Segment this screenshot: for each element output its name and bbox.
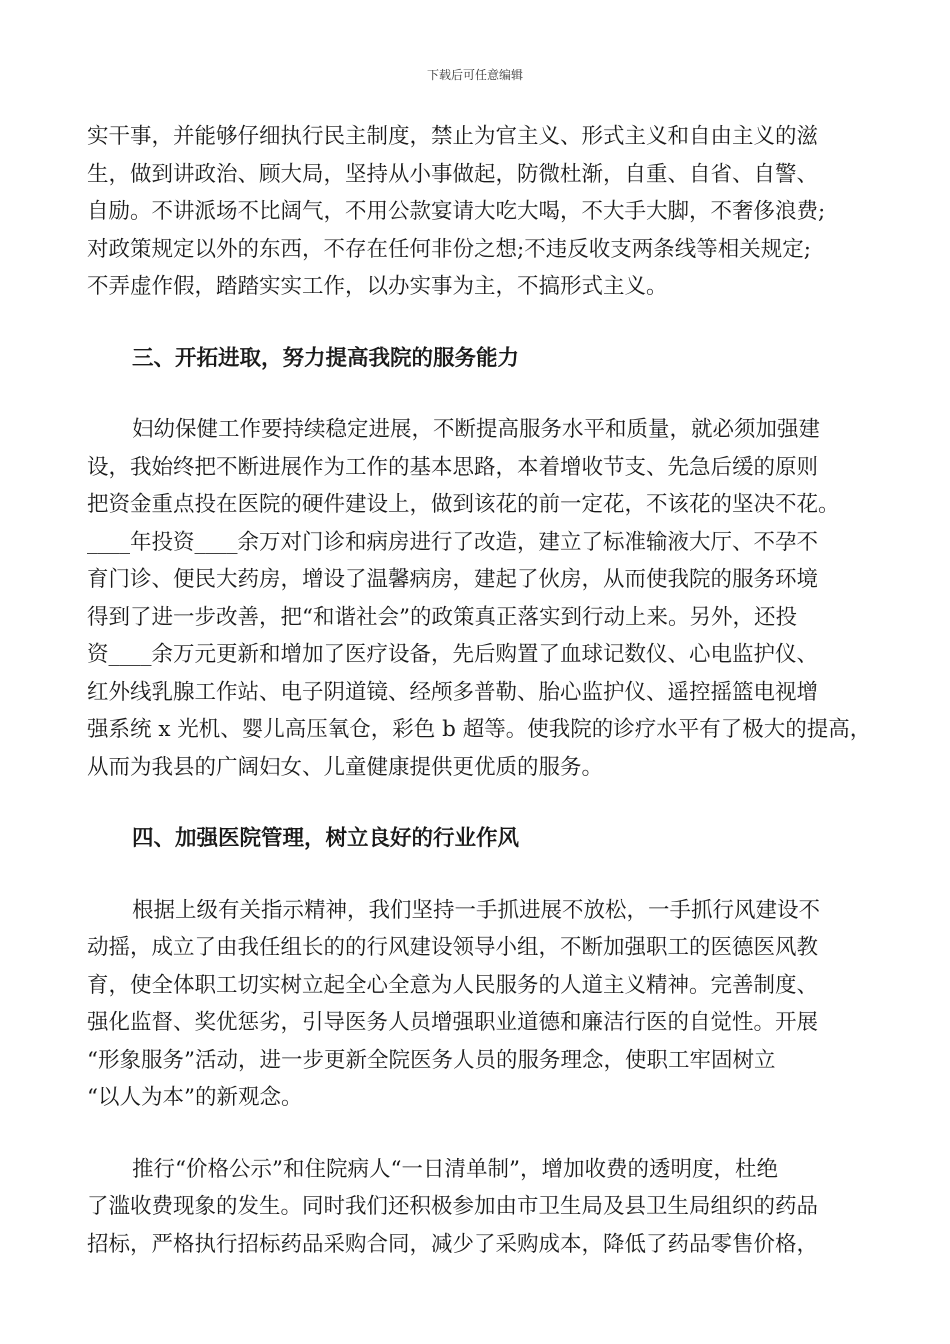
text-line: 从而为我县的广阔妇女、儿童健康提供更优质的服务。 — [87, 754, 604, 780]
section-heading-3: 三、开拓进取，努力提高我院的服务能力 — [132, 345, 520, 371]
document-body — [87, 118, 872, 1263]
text-line: 对政策规定以外的东西，不存在任何非份之想;不违反收支两条线等相关规定; — [87, 236, 811, 262]
text-line: 资____余万元更新和增加了医疗设备，先后购置了血球记数仪、心电监护仪、 — [87, 642, 819, 667]
text-line: 把资金重点投在医院的硬件建设上，做到该花的前一定花，不该花的坚决不花。 — [87, 492, 840, 517]
text-line: 设，我始终把不断进展作为工作的基本思路，本着增收节支、先急后缓的原则 — [87, 454, 819, 480]
text-line: 招标，严格执行招标药品采购合同，减少了采购成本，降低了药品零售价格， — [87, 1231, 819, 1257]
page-header-note: 下载后可任意编辑 — [426, 68, 523, 82]
text-line: 强化监督、奖优惩劣，引导医务人员增强职业道德和廉洁行医的自觉性。开展 — [87, 1010, 819, 1035]
text-line: “形象服务”活动，进一步更新全院医务人员的服务理念，使职工牢固树立 — [87, 1047, 776, 1073]
text-line: 自励。不讲派场不比阔气，不用公款宴请大吃大喝，不大手大脚，不奢侈浪费; — [87, 199, 826, 224]
text-line: 根据上级有关指示精神，我们坚持一手抓进展不放松，一手抓行风建设不 — [132, 897, 821, 923]
text-line: 得到了进一步改善，把“和谐社会”的政策真正落实到行动上来。另外，还投 — [87, 604, 797, 630]
text-line: 动摇，成立了由我任组长的的行风建设领导小组，不断加强职工的医德医风教 — [87, 935, 819, 960]
text-line: 实干事，并能够仔细执行民主制度，禁止为官主义、形式主义和自由主义的滋 — [87, 124, 819, 149]
text-line: 生，做到讲政治、顾大局，坚持从小事做起，防微杜渐，自重、自省、自警、 — [87, 161, 819, 187]
text-line: 强系统 x 光机、婴儿高压氧仓，彩色 b 超等。使我院的诊疗水平有了极大的提高， — [87, 717, 872, 742]
text-line: 育门诊、便民大药房，增设了温馨病房，建起了伙房，从而使我院的服务环境 — [87, 567, 819, 592]
section-heading-4: 四、加强医院管理，树立良好的行业作风 — [132, 826, 520, 851]
paragraph-3 — [87, 892, 867, 1117]
paragraph-1 — [87, 118, 867, 306]
paragraph-2 — [87, 411, 872, 786]
text-line: 妇幼保健工作要持续稳定进展，不断提高服务水平和质量，就必须加强建 — [132, 417, 821, 442]
text-line: 了滥收费现象的发生。同时我们还积极参加由市卫生局及县卫生局组织的药品 — [87, 1194, 819, 1219]
paragraph-4 — [87, 1151, 867, 1264]
text-line: “以人为本”的新观念。 — [87, 1085, 303, 1110]
text-line: 推行“价格公示”和住院病人“一日清单制”，增加收费的透明度，杜绝 — [132, 1156, 778, 1182]
text-line: 不弄虚作假，踏踏实实工作，以办实事为主，不搞形式主义。 — [87, 274, 668, 299]
text-line: 红外线乳腺工作站、电子阴道镜、经颅多普勒、胎心监护仪、遥控摇篮电视增 — [87, 679, 819, 705]
text-line: 育，使全体职工切实树立起全心全意为人民服务的人道主义精神。完善制度、 — [87, 972, 819, 998]
text-line: ____年投资____余万对门诊和病房进行了改造，建立了标准输液大厅、不孕不 — [87, 529, 819, 555]
